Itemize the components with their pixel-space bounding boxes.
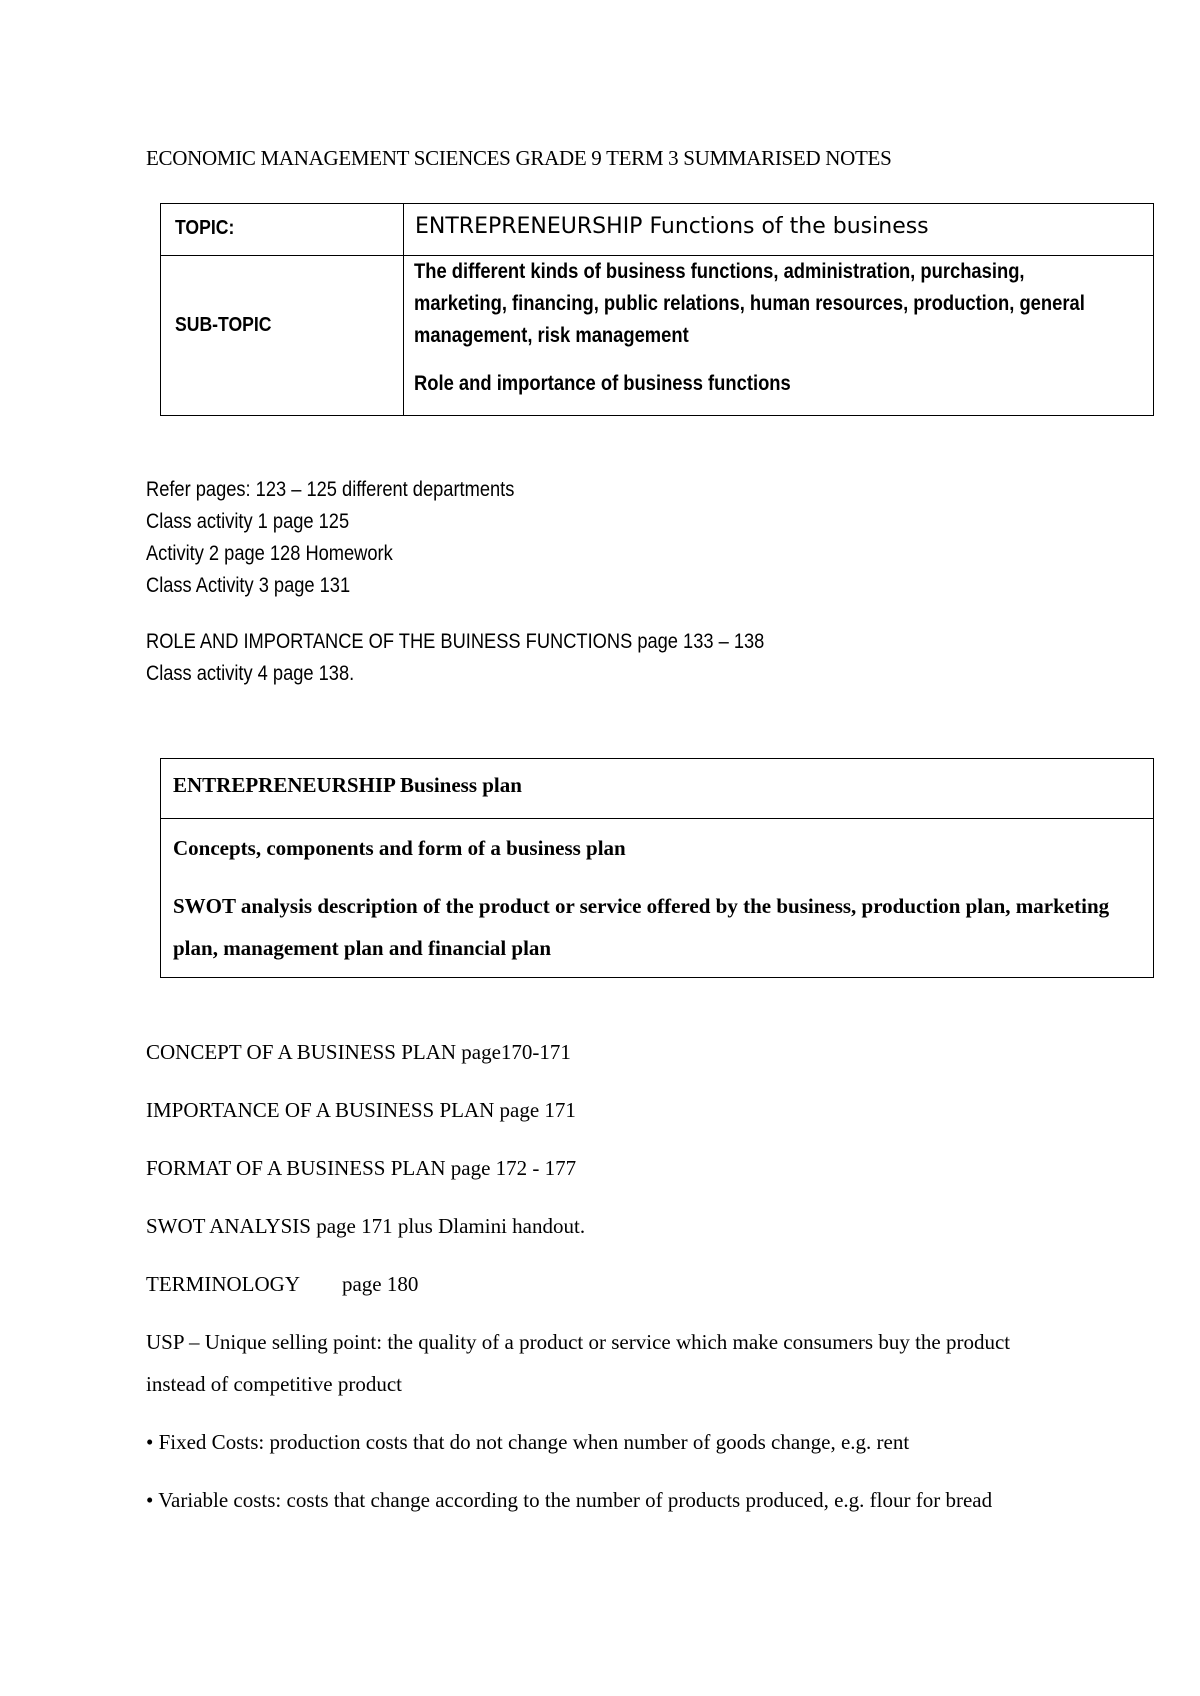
business-plan-table: [160, 758, 1154, 978]
note-importance: IMPORTANCE OF A BUSINESS PLAN page 171: [146, 1098, 576, 1122]
note-concept: CONCEPT OF A BUSINESS PLAN page170-171: [146, 1040, 571, 1064]
reference-line: ROLE AND IMPORTANCE OF THE BUINESS FUNCTIONS page 133 – 138: [146, 630, 765, 653]
business-plan-concepts: Concepts, components and form of a business plan: [173, 836, 626, 860]
terminology-page: page 180: [341, 1272, 419, 1296]
page-references: [146, 474, 764, 690]
table-divider: [403, 204, 404, 415]
note-variable-costs: • Variable costs: costs that change according to the number of products produced, e.g. flour for bread: [146, 1488, 993, 1512]
notes-section: [146, 1031, 1066, 1537]
business-plan-title: ENTREPRENEURSHIP Business plan: [173, 773, 522, 797]
reference-line: Activity 2 page 128 Homework: [146, 542, 393, 565]
document-title: ECONOMIC MANAGEMENT SCIENCES GRADE 9 TERM 3 SUMMARISED NOTES: [146, 146, 892, 170]
subtopic-label: SUB-TOPIC: [175, 314, 272, 336]
note-swot: SWOT ANALYSIS page 171 plus Dlamini handout.: [146, 1214, 586, 1238]
note-format: FORMAT OF A BUSINESS PLAN page 172 - 177: [146, 1156, 577, 1180]
reference-line: Class activity 4 page 138.: [146, 662, 355, 685]
topic-label: TOPIC:: [175, 217, 235, 239]
reference-line: Refer pages: 123 – 125 different departments: [146, 478, 515, 501]
note-fixed-costs: • Fixed Costs: production costs that do not change when number of goods change, e.g. rent: [146, 1430, 910, 1454]
terminology-label: TERMINOLOGY: [146, 1272, 300, 1296]
business-plan-swot: SWOT analysis description of the product or service offered by the business, production plan, marketing plan, management plan and financial plan: [173, 894, 1110, 960]
reference-line: Class activity 1 page 125: [146, 510, 350, 533]
subtopic-value: [414, 256, 1114, 400]
note-terminology: [146, 1263, 1066, 1305]
reference-line: Class Activity 3 page 131: [146, 574, 351, 597]
subtopic-role: Role and importance of business functions: [414, 372, 791, 395]
topic-value: ENTREPRENEURSHIP Functions of the business: [415, 214, 929, 239]
topic-table: [160, 203, 1154, 416]
business-plan-body: [173, 827, 1133, 969]
subtopic-functions: The different kinds of business functions, administration, purchasing, marketing, financing, public relations, human resources, production, general management, risk management: [414, 260, 1085, 347]
note-usp: USP – Unique selling point: the quality of a product or service which make consumers buy the product instead of competitive product: [146, 1330, 1011, 1396]
